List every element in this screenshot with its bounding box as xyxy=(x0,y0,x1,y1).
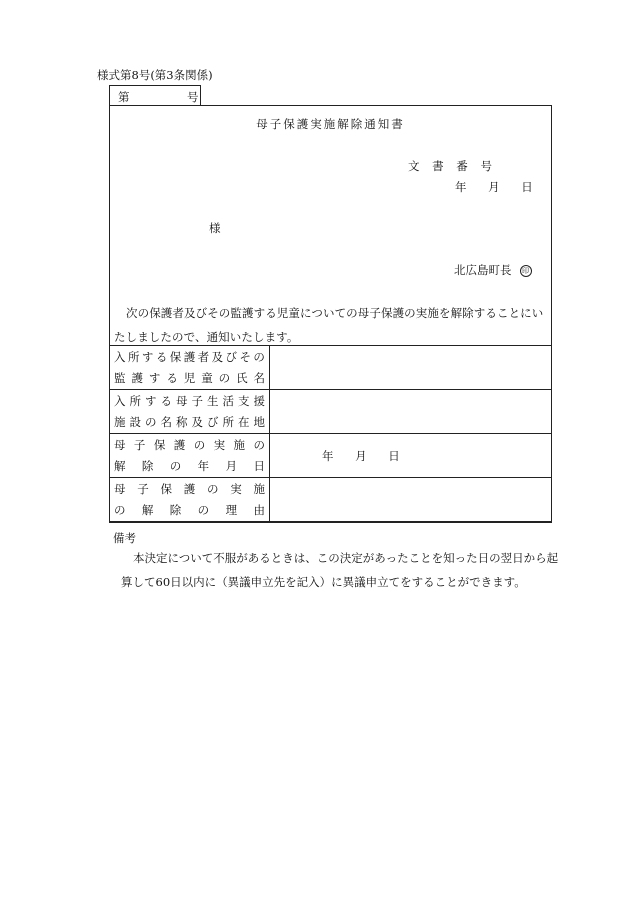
document-number: 文 書 番 号 xyxy=(408,159,492,173)
table-row xyxy=(110,390,552,434)
row-label-line2: 解 除 の 年 月 日 xyxy=(114,458,265,473)
row-value xyxy=(270,390,552,434)
row-label xyxy=(110,478,270,522)
row-label-line1: 母 子 保 護 の 実 施 xyxy=(114,481,265,496)
number-box xyxy=(109,85,201,105)
row-label-line1: 入 所 す る 母 子 生 活 支 援 xyxy=(114,393,265,408)
row-label xyxy=(110,346,270,390)
table-row xyxy=(110,434,552,478)
row-value: 年 月 日 xyxy=(270,434,552,478)
row-label-line1: 入 所 す る 保 護 者 及 び そ の xyxy=(114,349,265,364)
remark-label: 備考 xyxy=(113,531,136,545)
row-label-line2: 監 護 す る 児 童 の 氏 名 xyxy=(114,370,265,385)
document-date: 年 月 日 xyxy=(455,180,533,194)
number-prefix: 第 xyxy=(118,90,130,104)
addressee: 様 xyxy=(209,221,221,235)
sender xyxy=(454,262,532,278)
number-suffix: 号 xyxy=(187,90,199,104)
body-text: 次の保護者及びその監護する児童についての母子保護の実施を解除することにいたしましたので、通知いたします。 xyxy=(114,306,544,344)
table-row xyxy=(110,346,552,390)
row-value xyxy=(270,346,552,390)
remark-text: 本決定について不服があるときは、この決定があったことを知った日の翌日から起算して60日以内に（異議申立先を記入）に異議申立てをすることができます。 xyxy=(121,551,559,589)
sender-name: 北広島町長 xyxy=(454,263,512,277)
seal-icon: 印 xyxy=(520,265,532,277)
row-label-line1: 母 子 保 護 の 実 施 の xyxy=(114,437,265,452)
row-label-line2: の 解 除 の 理 由 xyxy=(114,502,265,517)
form-label: 様式第8号(第3条関係) xyxy=(97,68,213,82)
row-value xyxy=(270,478,552,522)
row-label xyxy=(110,434,270,478)
notice-form xyxy=(109,105,552,523)
row-label xyxy=(110,390,270,434)
details-table xyxy=(109,345,552,522)
document-title: 母子保護実施解除通知書 xyxy=(256,117,405,131)
row-label-line2: 施 設 の 名 称 及 び 所 在 地 xyxy=(114,414,265,429)
table-row xyxy=(110,478,552,522)
